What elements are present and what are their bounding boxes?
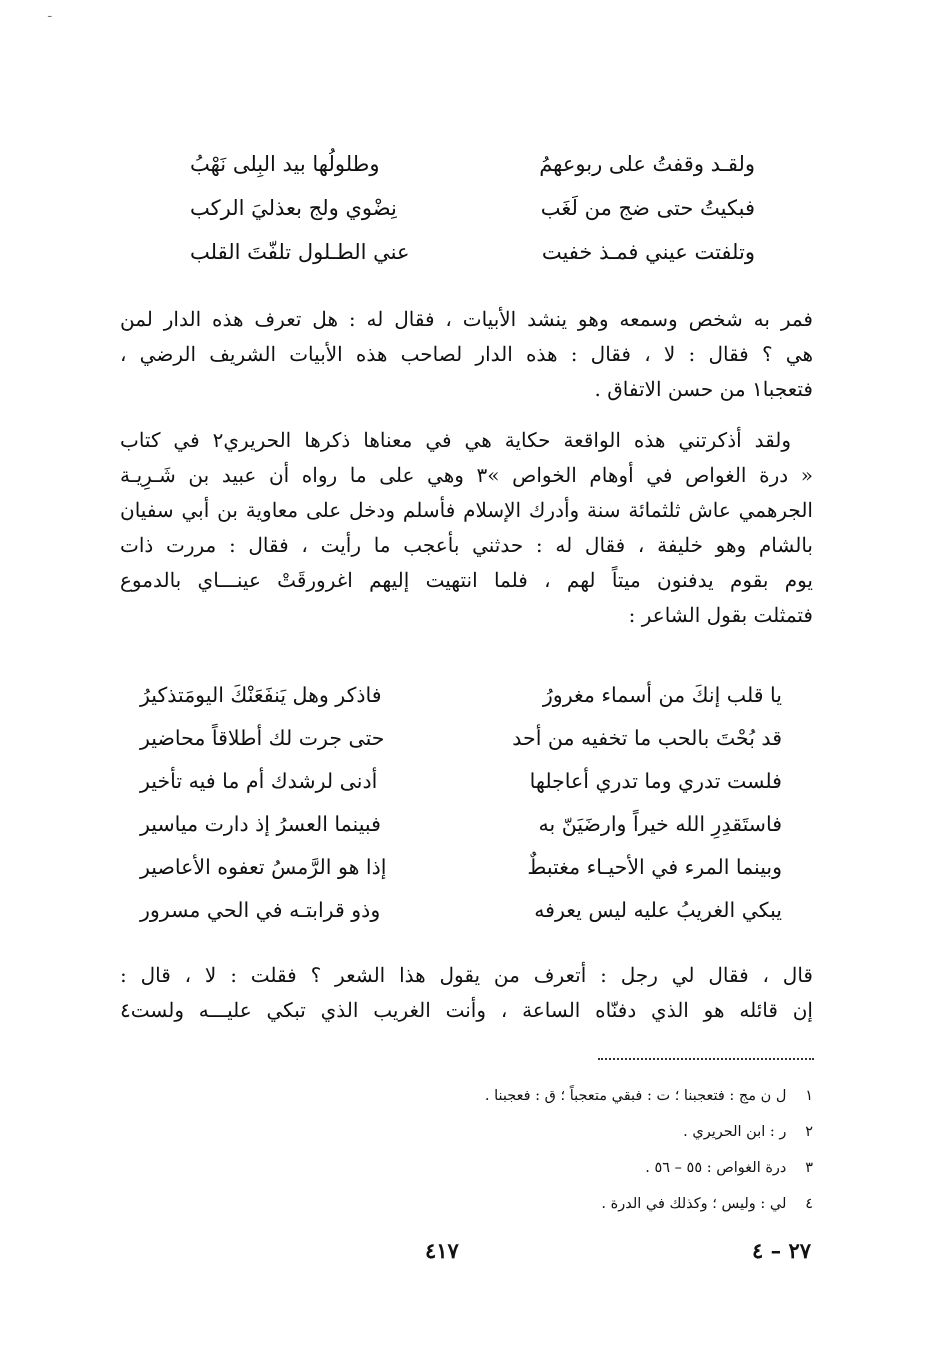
footnote bbox=[293, 1186, 813, 1222]
corner-mark: ـ bbox=[48, 6, 52, 20]
poem-second-hemistich: فبينما العسرُ إذ دارت مياسير bbox=[140, 812, 381, 836]
paragraph-ending bbox=[120, 958, 813, 1028]
poem-first-hemistich: فاستَقدِرِ الله خيراً وارضَيَنّ به bbox=[538, 812, 782, 836]
text-line: هي ؟ فقال : لا ، فقال : هذه الدار لصاحب هذه الأبيات الشريف الرضي ، bbox=[120, 342, 813, 366]
text-line: فتعجبا١ من حسن الاتفاق . bbox=[594, 377, 813, 401]
poem-first-hemistich: فلست تدري وما تدري أعاجلها bbox=[529, 769, 782, 793]
opening-verses bbox=[190, 142, 755, 274]
signature-mark: ٢٧ – ٤ bbox=[752, 1238, 811, 1263]
text-line: قال ، فقال لي رجل : أتعرف من يقول هذا الشعر ؟ فقلت : لا ، قال : bbox=[120, 963, 813, 987]
text-line: فتمثلت بقول الشاعر : bbox=[628, 603, 813, 627]
poem-second-hemistich: إذا هو الرَّمسُ تعفوه الأعاصير bbox=[140, 855, 387, 879]
poem-first-hemistich: يبكي الغريبُ عليه ليس يعرفه bbox=[534, 898, 782, 922]
poem-line bbox=[140, 889, 782, 932]
footnote bbox=[293, 1114, 813, 1150]
verse-first-hemistich: ولقـد وقفتُ على ربوعهمُ bbox=[539, 152, 755, 176]
page-number: ٤١٧ bbox=[425, 1238, 459, 1263]
footnote-text: درة الغواص : ٥٥ – ٥٦ . bbox=[645, 1160, 787, 1176]
paragraph-intro bbox=[120, 302, 813, 407]
poem-line bbox=[140, 760, 782, 803]
text-line: الجرهمي عاش ثلثمائة سنة وأدرك الإسلام فأسلم ودخل على معاوية بن أبي سفيان bbox=[120, 498, 813, 522]
footnote bbox=[293, 1078, 813, 1114]
footnote-text: لي : وليس ؛ وكذلك في الدرة . bbox=[601, 1196, 787, 1212]
verse-second-hemistich: وطلولُها بيد البِلى نَهْبُ bbox=[190, 152, 380, 176]
poem-line bbox=[140, 717, 782, 760]
paragraph-story bbox=[120, 423, 813, 633]
verse-second-hemistich: نِضْوي ولج بعذليَ الركب bbox=[190, 196, 397, 220]
text-line: « درة الغواص في أوهام الخواص »٣ وهي على ما رواه أن عبيد بن شَـرِيـة bbox=[120, 463, 813, 487]
poem-first-hemistich: يا قلب إنكَ من أسماء مغرورُ bbox=[542, 683, 782, 707]
verse-first-hemistich: وتلفتت عيني فمـذ خفيت bbox=[541, 240, 755, 264]
poem-line bbox=[140, 674, 782, 717]
footnote-text: ر : ابن الحريري . bbox=[683, 1124, 787, 1140]
text-line: ولقد أذكرتني هذه الواقعة حكاية هي في معناها ذكرها الحريري٢ في كتاب bbox=[120, 428, 791, 452]
text-line: يوم بقوم يدفنون ميتاً لهم ، فلما انتهيت إليهم اغرورقَتْ عينـــاي بالدموع bbox=[120, 568, 813, 592]
footnote bbox=[293, 1150, 813, 1186]
verse-line bbox=[190, 186, 755, 230]
footnote-separator bbox=[598, 1058, 814, 1060]
poem-line bbox=[140, 846, 782, 889]
verse-first-hemistich: فبكيتُ حتى ضج من لَغَب bbox=[540, 196, 755, 220]
poem-second-hemistich: حتى جرت لك أطلاقاً محاضير bbox=[140, 726, 385, 750]
text-line: فمر به شخص وسمعه وهو ينشد الأبيات ، فقال له : هل تعرف هذه الدار لمن bbox=[120, 307, 813, 331]
footnote-number: ٤ bbox=[805, 1196, 813, 1212]
verse-line bbox=[190, 142, 755, 186]
text-line: إن قائله هو الذي دفنّاه الساعة ، وأنت الغريب الذي تبكي عليـــه ولست٤ bbox=[120, 998, 813, 1022]
footnote-text: ل ن مج : فتعجبنا ؛ ت : فبقي متعجباً ؛ ق : فعجبنا . bbox=[484, 1088, 787, 1104]
footnotes bbox=[293, 1078, 813, 1222]
verse-second-hemistich: عني الطـلول تلفّتَ القلب bbox=[190, 240, 410, 264]
verse-line bbox=[190, 230, 755, 274]
poem-line bbox=[140, 803, 782, 846]
poem-first-hemistich: وبينما المرء في الأحيـاء مغتبطٌ bbox=[527, 855, 782, 879]
text-line: بالشام وهو خليفة ، فقال له : حدثني بأعجب ما رأيت ، فقال : مررت ذات bbox=[120, 533, 813, 557]
poem bbox=[140, 674, 782, 932]
poem-first-hemistich: قد بُحْتَ بالحب ما تخفيه من أحد bbox=[512, 726, 782, 750]
footnote-number: ١ bbox=[805, 1088, 813, 1104]
footnote-number: ٢ bbox=[805, 1124, 813, 1140]
poem-second-hemistich: وذو قرابتـه في الحي مسرور bbox=[140, 898, 381, 922]
poem-second-hemistich: فاذكر وهل يَنفَعَنْكَ اليومَتذكيرُ bbox=[140, 683, 382, 707]
footnote-number: ٣ bbox=[805, 1160, 813, 1176]
poem-second-hemistich: أدنى لرشدك أم ما فيه تأخير bbox=[140, 769, 378, 793]
